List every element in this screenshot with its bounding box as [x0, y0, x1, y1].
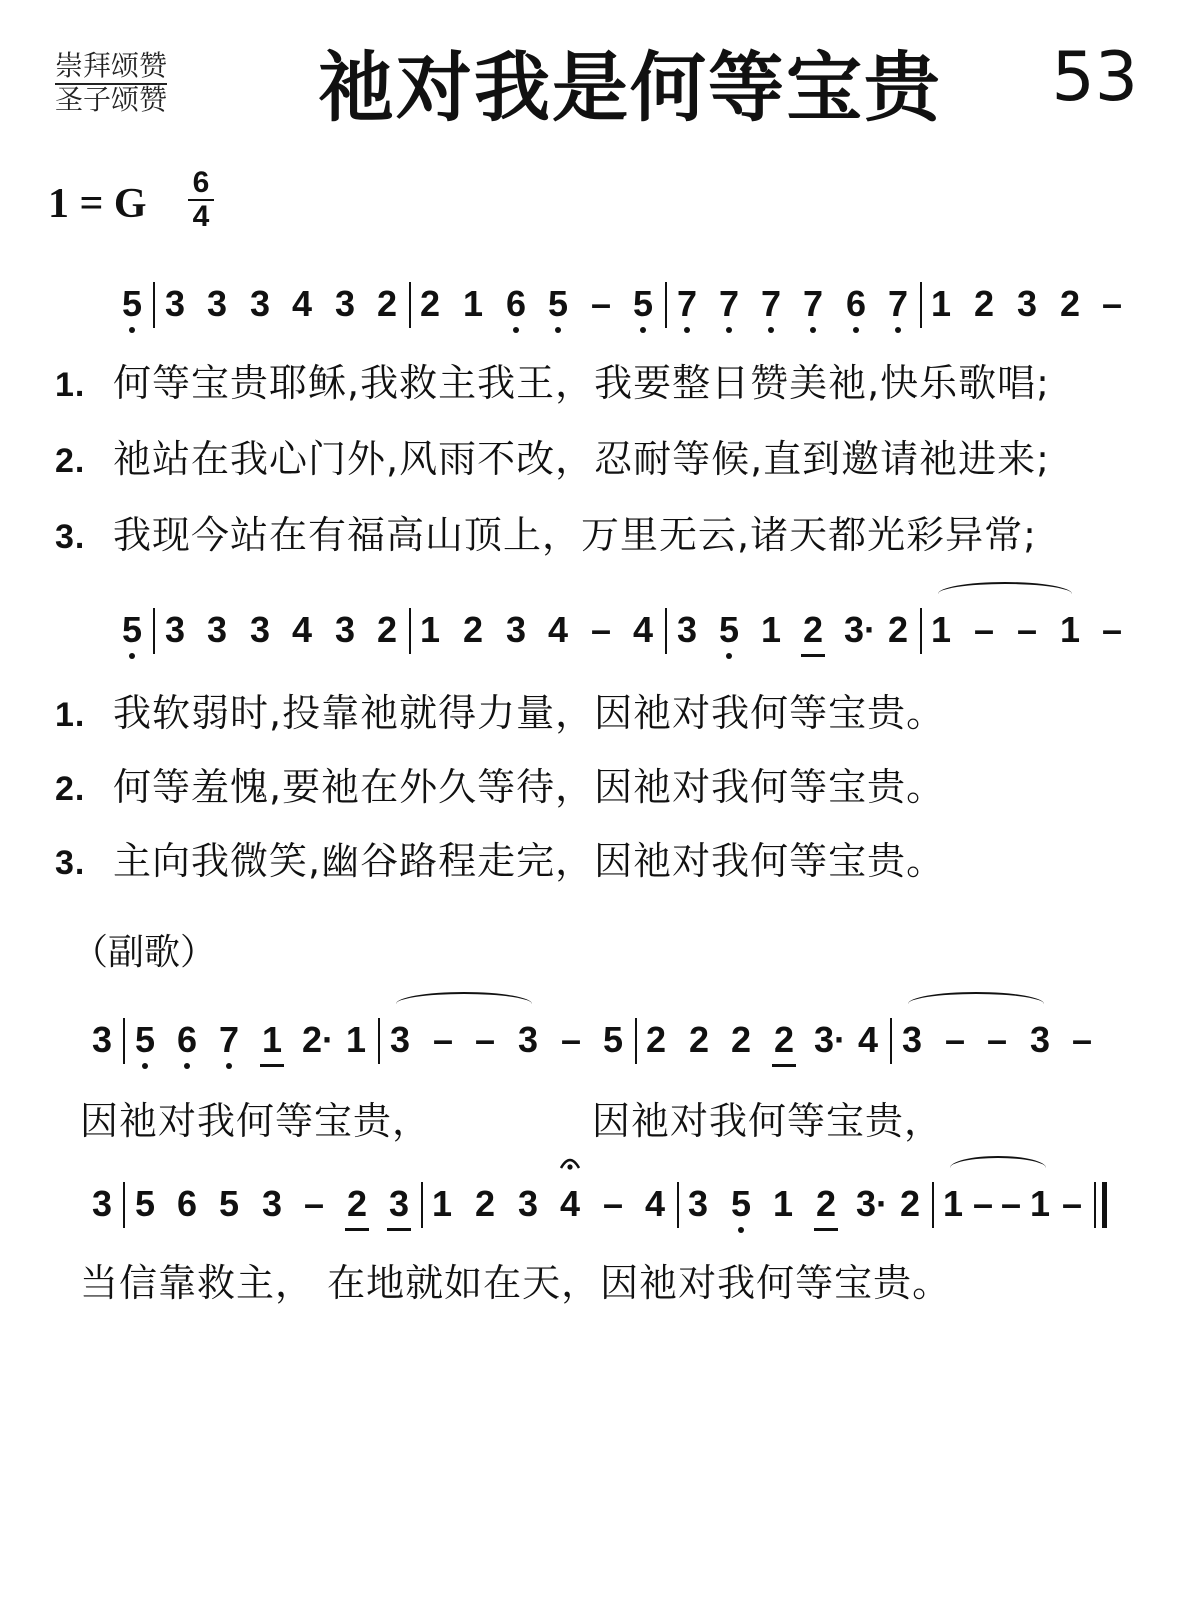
verse-1-line-a: [55, 358, 1195, 410]
meter-top: 6: [192, 166, 210, 199]
note: 7: [709, 282, 749, 326]
note: 3: [1029, 1019, 1051, 1060]
verse-number: 2.: [55, 442, 86, 480]
note: 7: [878, 282, 918, 326]
note: 5: [538, 282, 578, 326]
note: 5: [721, 1182, 761, 1226]
tie-arc: [950, 1156, 1046, 1180]
note: 6: [496, 282, 536, 326]
hymn-title: 祂对我是何等宝贵: [318, 43, 942, 132]
dash: –: [602, 1183, 624, 1224]
fermata-icon: [559, 1152, 581, 1172]
note: 4: [857, 1019, 879, 1060]
notation-system-2: [0, 608, 1200, 688]
tie-arc: [908, 992, 1044, 1016]
note: 5: [602, 1019, 624, 1060]
note: 3: [505, 609, 527, 650]
note: 3·: [843, 609, 876, 650]
note: 3: [91, 1019, 113, 1060]
note: 2: [1059, 283, 1081, 324]
note: 2: [793, 608, 833, 652]
note: 3: [249, 609, 271, 650]
note: 4: [291, 609, 313, 650]
note: 1: [462, 283, 484, 324]
tie-arc: [396, 992, 532, 1016]
note: 2: [376, 283, 398, 324]
verse-number: 2.: [55, 770, 86, 808]
note: 6: [836, 282, 876, 326]
note: 3: [1016, 283, 1038, 324]
note: 6: [176, 1183, 198, 1224]
dash: –: [1071, 1019, 1093, 1060]
dash: –: [1061, 1183, 1083, 1224]
time-signature: [188, 168, 214, 232]
note: 2: [973, 283, 995, 324]
final-barline: [1094, 1182, 1107, 1228]
meter-bottom: 4: [192, 200, 210, 233]
verse-1-line-b: [55, 688, 1195, 740]
note: 1: [345, 1019, 367, 1060]
verse-number: 3.: [55, 844, 86, 882]
verse-text: 主向我微笑,幽谷路程走完，因祂对我何等宝贵。: [113, 839, 946, 883]
verse-number: 1.: [55, 366, 86, 404]
note: 2: [764, 1018, 804, 1062]
note: 2: [474, 1183, 496, 1224]
dash: –: [474, 1019, 496, 1060]
note: 2: [899, 1183, 921, 1224]
note: 5: [112, 282, 152, 326]
note: 3: [164, 283, 186, 324]
note: 7: [667, 282, 707, 326]
dash: –: [972, 1183, 994, 1224]
note: 1: [930, 283, 952, 324]
note: 3: [676, 609, 698, 650]
dash: –: [303, 1183, 325, 1224]
note: 2: [419, 283, 441, 324]
chorus-label: （副歌）: [72, 932, 217, 973]
note: 1: [930, 609, 952, 650]
chorus-lyric-1b: 因祂对我何等宝贵，: [592, 1099, 944, 1143]
note: 3: [334, 609, 356, 650]
dash: –: [973, 609, 995, 650]
note: 2·: [301, 1019, 334, 1060]
verse-number: 1.: [55, 696, 86, 734]
note: 2: [887, 609, 909, 650]
note: 5: [709, 608, 749, 652]
category-label-son: 圣子颂赞: [55, 83, 168, 116]
note: 3: [249, 283, 271, 324]
verse-text: 何等宝贵耶稣,我救主我王，我要整日赞美祂,快乐歌唱;: [113, 361, 1050, 405]
note: 3: [379, 1182, 419, 1226]
note: 2: [688, 1019, 710, 1060]
verse-3-line-b: [55, 836, 1195, 888]
dash: –: [1101, 283, 1123, 324]
dash: –: [944, 1019, 966, 1060]
note: 2: [376, 609, 398, 650]
note: 7: [209, 1018, 249, 1062]
verse-number: 3.: [55, 518, 86, 556]
verse-text: 祂站在我心门外,风雨不改，忍耐等候,直到邀请祂进来;: [113, 437, 1050, 481]
verse-2-line-a: [55, 434, 1195, 486]
note: 3·: [813, 1019, 846, 1060]
notation-system-1: [0, 282, 1200, 362]
note: 4: [644, 1183, 666, 1224]
note: 7: [751, 282, 791, 326]
note: 2: [806, 1182, 846, 1226]
notation-system-4: [0, 1182, 1200, 1262]
verse-text: 我软弱时,投靠祂就得力量，因祂对我何等宝贵。: [113, 691, 946, 735]
note: 3: [206, 283, 228, 324]
dash: –: [1000, 1183, 1022, 1224]
category-label-worship: 崇拜颂赞: [55, 50, 167, 85]
note: 3: [517, 1019, 539, 1060]
note: 1: [252, 1018, 292, 1062]
note: 5: [623, 282, 663, 326]
note: 1: [431, 1183, 453, 1224]
key-signature: 1 = G: [48, 181, 147, 227]
note: 3: [389, 1019, 411, 1060]
dash: –: [986, 1019, 1008, 1060]
note: 4: [559, 1183, 581, 1224]
verse-text: 何等羞愧,要祂在外久等待，因祂对我何等宝贵。: [113, 765, 946, 809]
note: 4: [291, 283, 313, 324]
note: 3·: [855, 1183, 888, 1224]
note: 2: [730, 1019, 752, 1060]
note: 3: [91, 1183, 113, 1224]
note: 1: [1059, 609, 1081, 650]
chorus-lyric-2: 当信靠救主， 在地就如在天，因祂对我何等宝贵。: [80, 1261, 952, 1305]
note: 3: [334, 283, 356, 324]
verse-3-line-a: [55, 510, 1195, 562]
note: 3: [687, 1183, 709, 1224]
verse-2-line-b: [55, 762, 1195, 814]
note: 2: [337, 1182, 377, 1226]
note: 3: [164, 609, 186, 650]
note: 3: [261, 1183, 283, 1224]
note: 7: [793, 282, 833, 326]
note: 3: [206, 609, 228, 650]
notation-system-3: [0, 1018, 1200, 1098]
note: 5: [112, 608, 152, 652]
note: 5: [218, 1183, 240, 1224]
dash: –: [432, 1019, 454, 1060]
chorus-lyric-1a: 因祂对我何等宝贵，: [80, 1099, 432, 1143]
hymn-number: 53: [1051, 38, 1138, 117]
note: 1: [760, 609, 782, 650]
note: 4: [547, 609, 569, 650]
note: 1: [419, 609, 441, 650]
note: 6: [167, 1018, 207, 1062]
dash: –: [560, 1019, 582, 1060]
note: 2: [645, 1019, 667, 1060]
note: 1: [772, 1183, 794, 1224]
note: 5: [134, 1183, 156, 1224]
note: 3: [517, 1183, 539, 1224]
dash: –: [1016, 609, 1038, 650]
dash: –: [590, 283, 612, 324]
note: 4: [632, 609, 654, 650]
note: 3: [901, 1019, 923, 1060]
tie-arc: [938, 582, 1072, 606]
dash: –: [1101, 609, 1123, 650]
note: 2: [462, 609, 484, 650]
dash: –: [590, 609, 612, 650]
note: 5: [125, 1018, 165, 1062]
note: 1: [942, 1183, 964, 1224]
verse-text: 我现今站在有福高山顶上，万里无云,诸天都光彩异常;: [113, 513, 1037, 557]
note: 1: [1029, 1183, 1051, 1224]
